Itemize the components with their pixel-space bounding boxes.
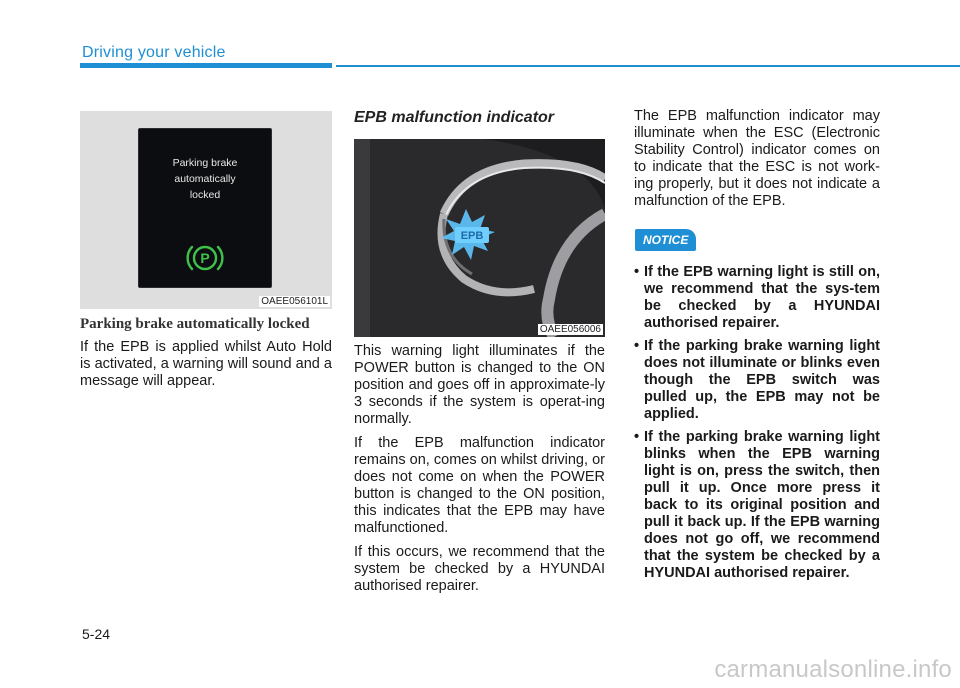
cluster-message-line: Parking brake (172, 157, 238, 169)
epb-indicator-label: EPB (460, 230, 484, 242)
notice-list (634, 264, 880, 582)
middle-column (354, 108, 605, 595)
notice-item: • If the parking brake warning light does not illuminate or blinks even though the EPB switch was pulled up, the EPB may not be applied. (634, 338, 880, 423)
steering-wheel-illustration (354, 139, 605, 337)
notice-item: • If the EPB warning light is still on, we recommend that the sys-tem be checked by a HYUNDAI authorised repairer. (634, 264, 880, 332)
svg-text:P: P (200, 250, 210, 266)
notice-item: • If the parking brake warning light blinks when the EPB warning light is on, press the switch, then pull it up. Once more press it back to its original position and pull it back up. If the EPB warning does not go off, we recommend that the system be checked by a HYUNDAI authorised repairer. (634, 429, 880, 582)
cluster-message-line: locked (189, 189, 221, 201)
right-column (634, 108, 880, 588)
cluster-message-line: automatically (174, 173, 236, 185)
body-paragraph: The EPB malfunction indicator may illuminate when the ESC (Electronic Stability Control) indicator comes on to indicate that the ESC is not work-ing properly, but it does not indicate a malfunction of the EPB. (634, 108, 880, 209)
subheading: Parking brake automatically locked (80, 316, 310, 332)
body-paragraph: If this occurs, we recommend that the system be checked by a HYUNDAI authorised repairer. (354, 544, 605, 594)
body-paragraph: This warning light illuminates if the POWER button is changed to the ON position and goes off in approximate-ly 3 seconds if the system is operat-ing normally. (354, 343, 605, 427)
figure-code: OAEE056006 (539, 324, 601, 335)
section-header-title: Driving your vehicle (82, 44, 226, 61)
watermark: carmanualsonline.info (714, 656, 952, 683)
header-rule-thick (80, 63, 332, 68)
header-rule-thin (336, 65, 960, 67)
page-number: 5-24 (82, 626, 111, 642)
parking-brake-icon (184, 241, 226, 275)
cluster-display-screen (138, 128, 272, 288)
figure-code: OAEE056101L (261, 296, 328, 307)
steering-wheel-figure (354, 139, 605, 337)
notice-badge: NOTICE (635, 229, 696, 251)
left-column (80, 111, 332, 390)
cluster-display-figure (80, 111, 332, 309)
body-paragraph: If the EPB malfunction indicator remains on, comes on whilst driving, or does not come on when the POWER button is changed to the ON position, this indicates that the EPB may have malfunctioned. (354, 435, 605, 536)
cluster-message (139, 155, 271, 203)
section-title: EPB malfunction indicator (354, 109, 555, 126)
body-paragraph: If the EPB is applied whilst Auto Hold is activated, a warning will sound and a message will appear. (80, 339, 332, 389)
